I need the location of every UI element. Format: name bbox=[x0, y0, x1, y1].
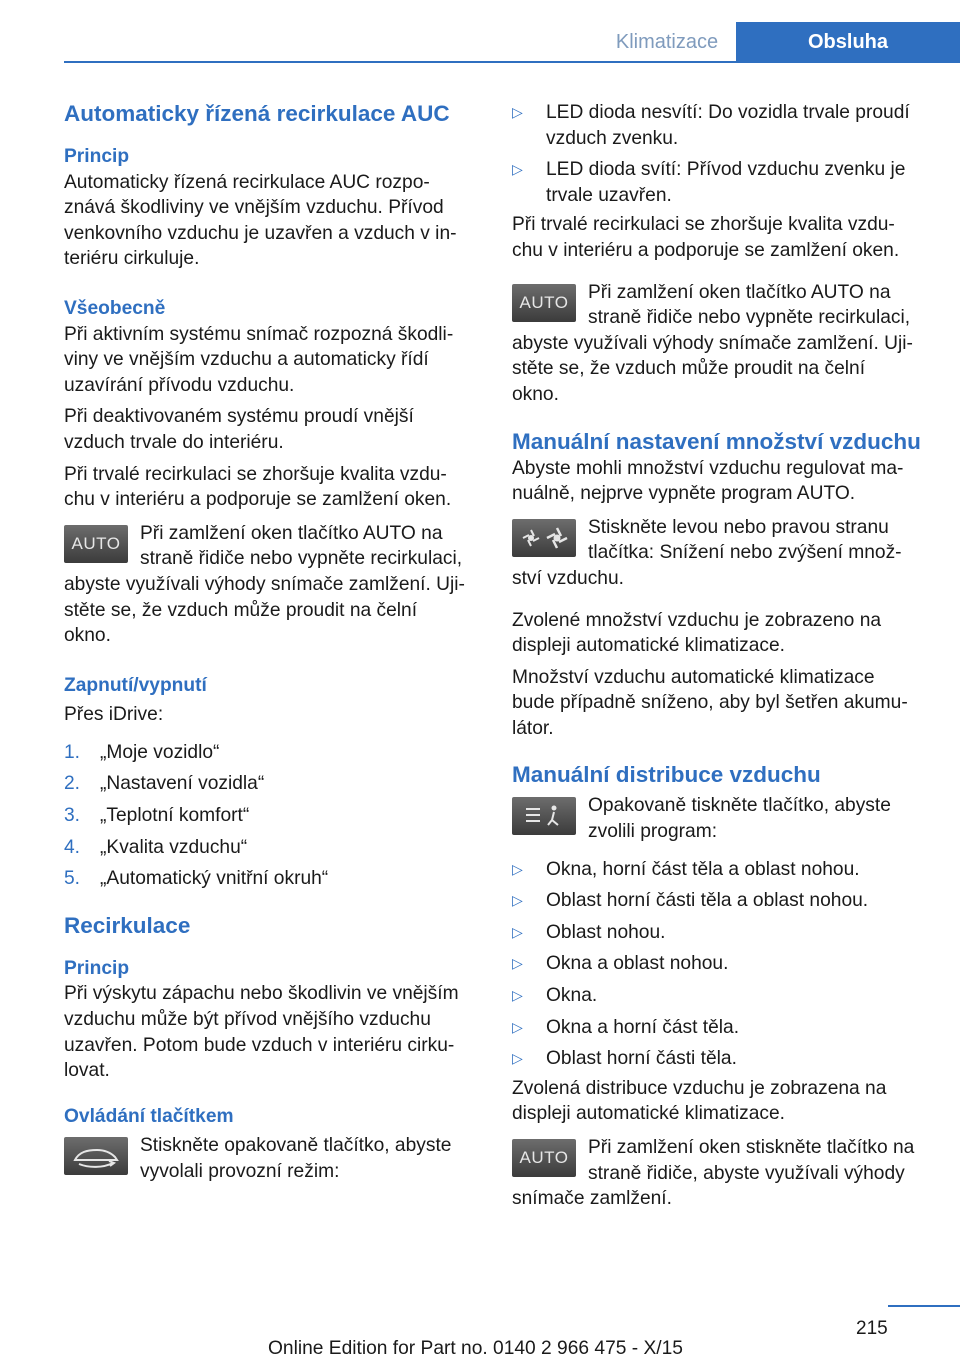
distribution-list bbox=[512, 857, 924, 1072]
recirk-princip-heading: Princip bbox=[64, 957, 130, 979]
auc-princip-text: Automaticky řízená recirkulace AUC rozpo‐ znává škodliviny ve vnějším vzduchu. Přívod venkovního vzduchu je uzavřen a vzduch v in‐ teriéru cirkuluje. bbox=[64, 171, 457, 270]
list-item: ▷ Okna, horní část těla a oblast nohou. bbox=[512, 858, 860, 880]
auto-note-3: AUTO Při zamlžení oken stiskněte tlačítko na straně řidiče, abyste využívali výhody snímače zamlžení. bbox=[512, 1137, 915, 1210]
recirk-text: Při výskytu zápachu nebo škodlivin ve vnějším vzduchu může být přívod vnějšího vzduchu uzavřen. Potom bude vzduch v interiéru cirku‐ lovat. bbox=[64, 983, 459, 1082]
edition-footer: Online Edition for Part no. 0140 2 966 475 - X/15 bbox=[268, 1338, 683, 1359]
air-distribution-icon bbox=[522, 803, 566, 829]
vseob-text-3: Při trvalé recirkulaci se zhoršuje kvalita vzdu‐ chu v interiéru a podporuje se zamlžení oken. bbox=[64, 463, 452, 511]
list-item: ▷ Okna. bbox=[512, 985, 598, 1007]
manual-air-title: Manuální nastavení množství vzduchu bbox=[512, 428, 921, 454]
auto-button-icon: AUTO bbox=[64, 525, 128, 563]
header-chapter: Obsluha bbox=[736, 22, 960, 62]
right-column bbox=[512, 100, 924, 1212]
distribution-title: Manuální distribuce vzduchu bbox=[512, 762, 821, 788]
list-item: 2. „Nastavení vozidla“ bbox=[64, 773, 265, 795]
list-item: 5. „Automatický vnitřní okruh“ bbox=[64, 868, 329, 890]
steps-list bbox=[64, 740, 476, 892]
left-column bbox=[64, 100, 476, 1185]
auto-note-2: AUTO Při zamlžení oken tlačítko AUTO na straně řidiče nebo vypněte recirkulaci, abyste využívali výhody snímače zamlžení. Uji‐ stěte se, že vzduch může proudit na čelní okno. bbox=[512, 281, 913, 405]
ovl-heading: Ovládání tlačítkem bbox=[64, 1105, 234, 1127]
fan-speed-icon bbox=[518, 526, 570, 550]
page-number: 215 bbox=[856, 1318, 888, 1339]
air-display-text: Zvolené množství vzduchu je zobrazeno na displeji automatické klimatizace. bbox=[512, 609, 882, 657]
vseob-text-1: Při aktivním systému snímač rozpozná škodli‐ viny ve vnějším vzduchu a automaticky řídí uzavírání přívodu vzduchu. bbox=[64, 323, 454, 396]
auc-princip-heading: Princip bbox=[64, 146, 130, 167]
auto-button-icon: AUTO bbox=[512, 284, 576, 322]
recirc-text: Při trvalé recirkulaci se zhoršuje kvalita vzdu‐ chu v interiéru a podporuje se zamlžení oken. bbox=[512, 214, 900, 261]
zap-heading: Zapnutí/vypnutí bbox=[64, 674, 207, 696]
distribution-note: Opakovaně tiskněte tlačítko, abyste zvolili program: bbox=[512, 793, 924, 844]
vseob-text-2: Při deaktivovaném systému proudí vnější vzduch trvale do interiéru. bbox=[64, 406, 414, 453]
list-item: ▷ Oblast nohou. bbox=[512, 921, 666, 943]
manual-air-text: Abyste mohli množství vzduchu regulovat ma‐ nuálně, nejprve vypněte program AUTO. bbox=[512, 457, 904, 505]
fan-button-icon bbox=[512, 519, 576, 557]
list-item: 4. „Kvalita vzduchu“ bbox=[64, 836, 248, 858]
list-item: 1. „Moje vozidlo“ bbox=[64, 741, 220, 763]
list-item: ▷ Oblast horní části těla a oblast nohou. bbox=[512, 890, 869, 912]
list-item: ▷ Oblast horní části těla. bbox=[512, 1048, 737, 1070]
fan-note: Stiskněte levou nebo pravou stranu tlačítka: Snížení nebo zvýšení množ‐ ství vzduchu. bbox=[512, 516, 902, 589]
recirculation-button-icon bbox=[64, 1137, 128, 1175]
auto-note: AUTO Při zamlžení oken tlačítko AUTO na straně řidiče nebo vypněte recirkulaci, abyste využívali výhody snímače zamlžení. Uji‐ stěte se, že vzduch může proudit na čelní okno. bbox=[64, 522, 465, 647]
list-item: ▷ Okna a oblast nohou. bbox=[512, 953, 729, 975]
list-item: 3. „Teplotní komfort“ bbox=[64, 805, 250, 827]
car-recirculation-icon bbox=[71, 1144, 121, 1168]
zap-text: Přes iDrive: bbox=[64, 704, 164, 726]
vseob-heading: Všeobecně bbox=[64, 297, 166, 319]
list-item: ▷ LED dioda nesvítí: Do vozidla trvale proudí vzduch zvenku. bbox=[512, 102, 910, 149]
footer-rule bbox=[888, 1305, 960, 1307]
recirk-title: Recirkulace bbox=[64, 912, 191, 938]
recirc-note: Stiskněte opakovaně tlačítko, abyste vyvolali provozní režim: bbox=[64, 1133, 476, 1184]
list-item: ▷ LED dioda svítí: Přívod vzduchu zvenku je trvale uzavřen. bbox=[512, 159, 906, 206]
distribution-button-icon bbox=[512, 797, 576, 835]
header-rule bbox=[64, 61, 960, 63]
list-item: ▷ Okna a horní část těla. bbox=[512, 1016, 740, 1038]
header-section: Klimatizace bbox=[615, 30, 719, 53]
distribution-display-text: Zvolená distribuce vzduchu je zobrazena na displeji automatické klimatizace. bbox=[512, 1077, 887, 1125]
auc-title: Automaticky řízená recirkulace AUC bbox=[64, 101, 450, 126]
air-battery-text: Množství vzduchu automatické klimatizace bude případně sníženo, aby byl šetřen akumu‐ látor. bbox=[512, 666, 908, 739]
auto-button-icon: AUTO bbox=[512, 1139, 576, 1177]
